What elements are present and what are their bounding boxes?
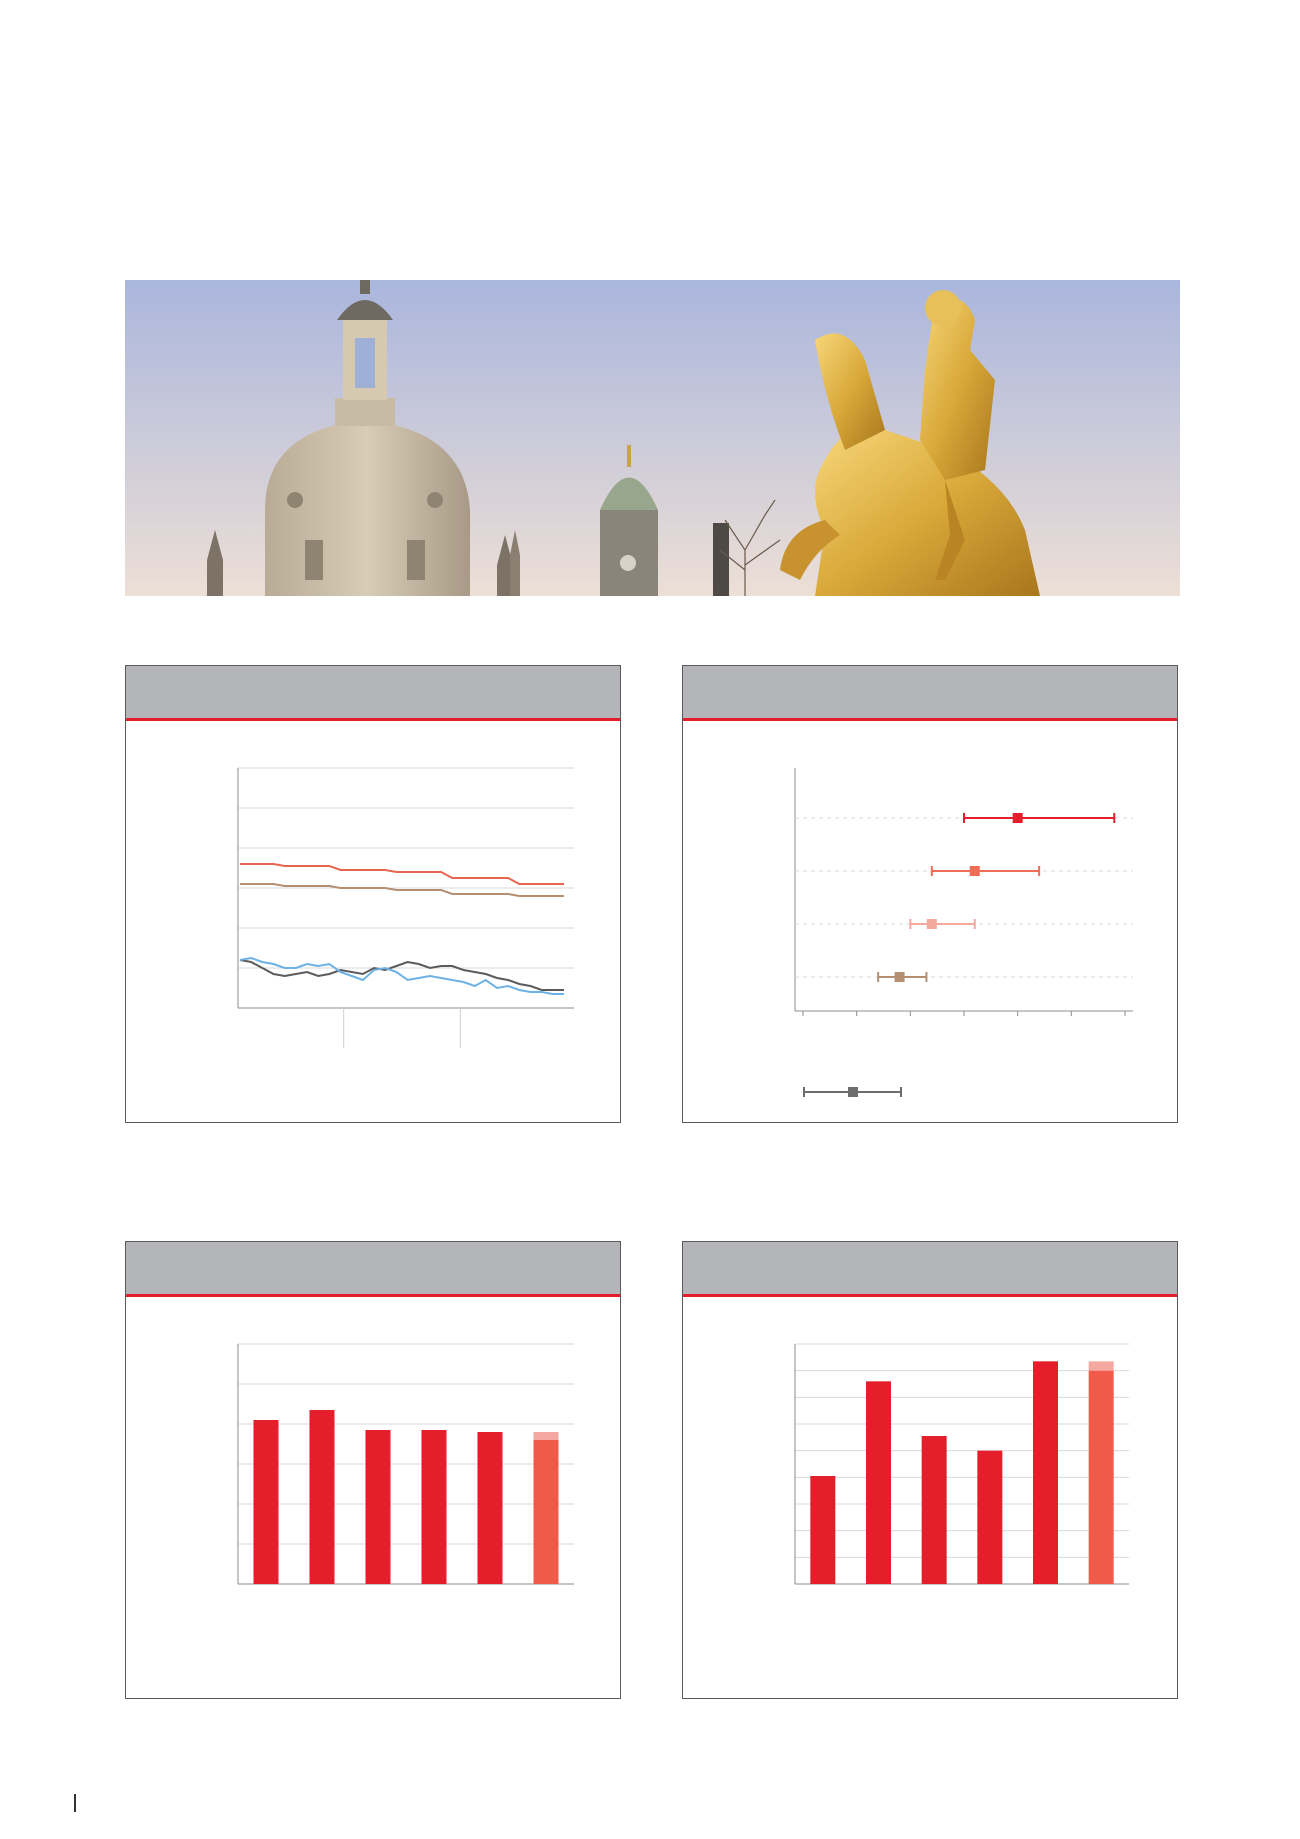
bar [977,1451,1002,1584]
hero-illustration [125,280,1180,596]
bar [254,1420,279,1584]
series-line-1 [240,884,564,896]
chart-panel-line [125,665,621,1123]
point-marker-3 [895,972,905,982]
point-marker-2 [927,919,937,929]
hero-photo [125,280,1180,596]
range-chart [683,666,1177,1122]
chart-panel-bar-right [682,1241,1178,1699]
line-chart [126,666,620,1122]
page-marker [74,1794,76,1812]
bar-chart-right [683,1242,1177,1698]
point-marker-0 [1013,813,1023,823]
bar [310,1410,335,1584]
bar [534,1440,559,1584]
bar [922,1436,947,1584]
chimney [713,523,729,596]
chart-panel-range [682,665,1178,1123]
bar [866,1381,891,1584]
bar [422,1430,447,1584]
point-marker-1 [970,866,980,876]
bar [478,1432,503,1584]
chart-panel-bar-left [125,1241,621,1699]
bar-forecast-cap [534,1432,559,1440]
series-line-0 [240,864,564,884]
bar-forecast-cap [1089,1361,1114,1370]
bar [1033,1361,1058,1584]
bar [810,1476,835,1584]
legend-marker [848,1087,858,1097]
bar-chart-left [126,1242,620,1698]
bar [366,1430,391,1584]
bar [1089,1371,1114,1584]
